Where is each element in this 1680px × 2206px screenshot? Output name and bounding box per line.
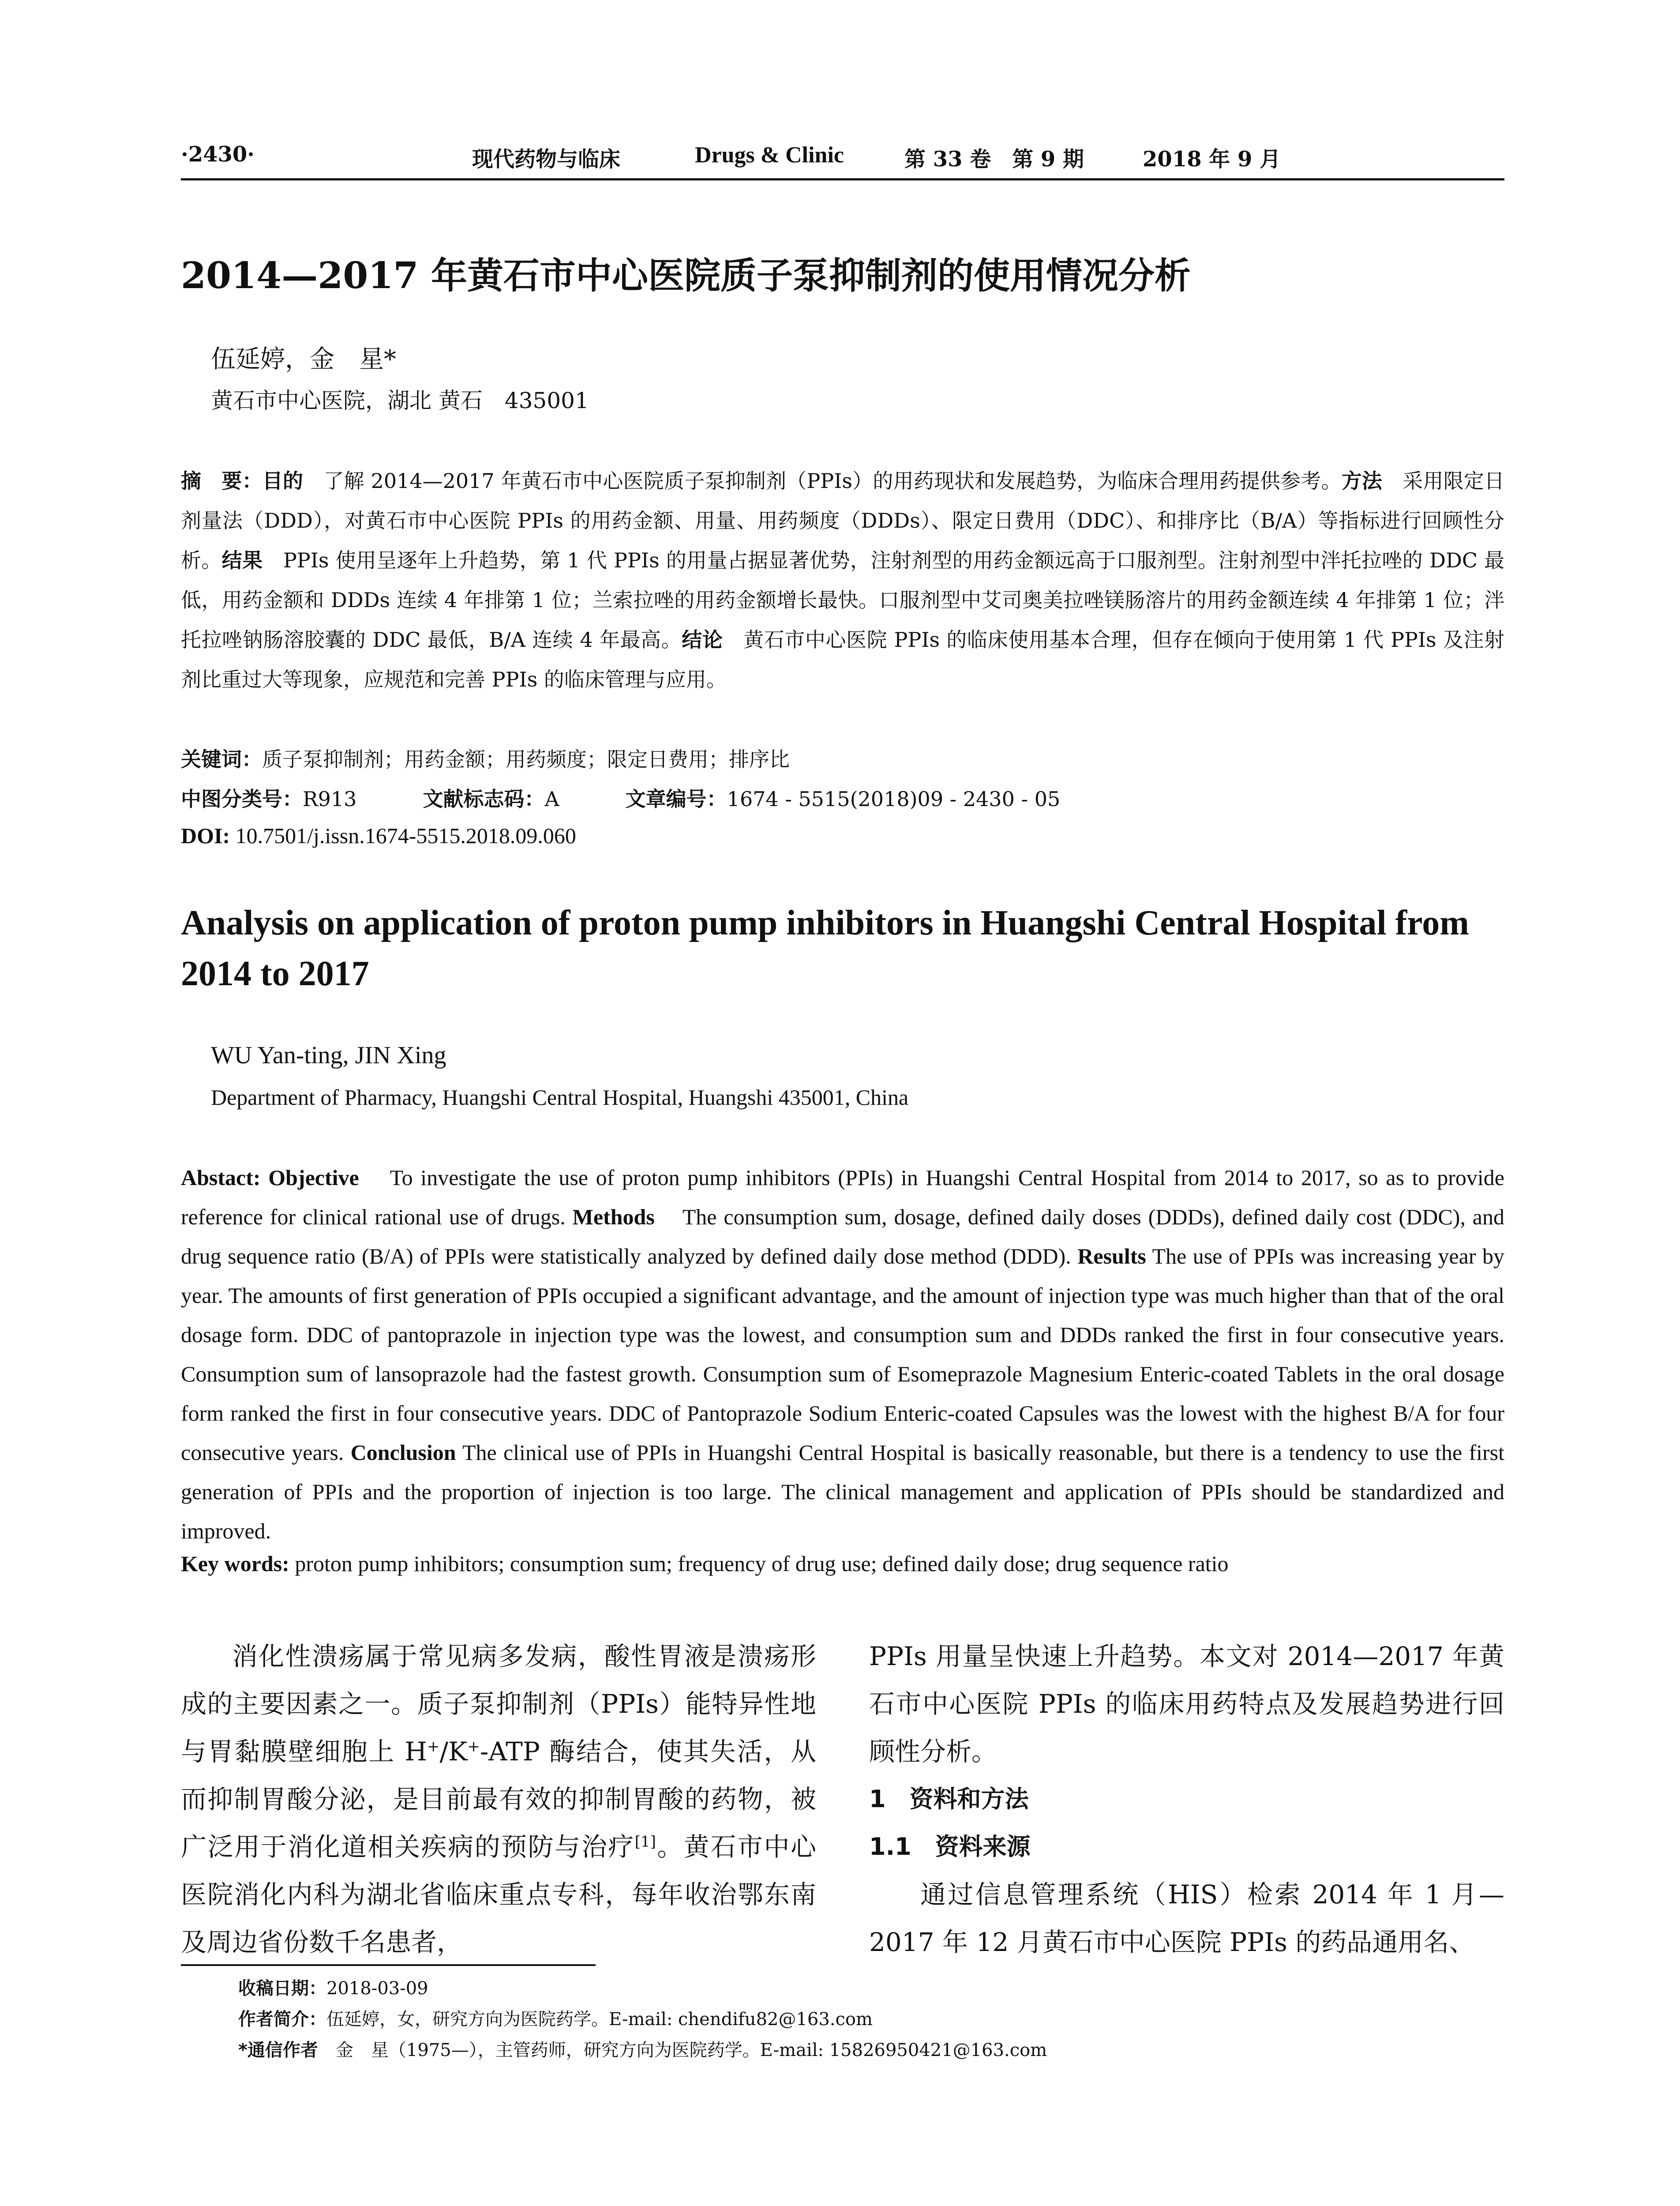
doi-value[interactable]: 10.7501/j.issn.1674-5515.2018.09.060 bbox=[235, 823, 576, 848]
body-column-left bbox=[181, 1632, 816, 1966]
body-column-right bbox=[869, 1632, 1504, 1966]
doi-line bbox=[181, 823, 576, 848]
running-header bbox=[181, 142, 1504, 173]
header-rule bbox=[181, 178, 1504, 180]
footnote-received: 收稿日期：2018-03-09 bbox=[238, 1978, 428, 1999]
clc-value: R913 bbox=[303, 787, 357, 811]
affiliation-en: Department of Pharmacy, Huangshi Central Hospital, Huangshi 435001, China bbox=[211, 1085, 909, 1110]
conclusion-en-text: The clinical use of PPIs in Huangshi Central Hospital is basically reasonable, but there is a tendency to use the first generation of PPIs and the proportion of injection is too large. The clinical management and application of PPIs should be standardized and improved. bbox=[181, 1440, 1505, 1543]
footnote-rule bbox=[181, 1964, 596, 1966]
methods-en-label: Methods bbox=[572, 1204, 655, 1229]
keywords-en bbox=[181, 1551, 1526, 1576]
objective-text: 了解 2014—2017 年黄石市中心医院质子泵抑制剂（PPIs）的用药现状和发展趋势，为临床合理用药提供参考。 bbox=[323, 469, 1342, 493]
reference-1[interactable]: [1] bbox=[634, 1833, 656, 1851]
article-no-label: 文章编号： bbox=[625, 787, 727, 811]
title-en: Analysis on application of proton pump inhibitors in Huangshi Central Hospital from 2014 to 2017 bbox=[181, 904, 1469, 993]
results-en-label: Results bbox=[1077, 1244, 1146, 1268]
keywords-text: 质子泵抑制剂；用药金额；用药频度；限定日费用；排序比 bbox=[262, 747, 790, 771]
conclusion-label: 结论 bbox=[682, 628, 723, 652]
doc-code-label: 文献标志码： bbox=[423, 787, 545, 811]
keywords-label: 关键词： bbox=[181, 747, 262, 771]
volume-issue: 第 33 卷 第 9 期 bbox=[904, 147, 1084, 172]
abstract-en bbox=[181, 1158, 1504, 1551]
methods-text: 采用限定日剂量法（DDD），对黄石市中心医院 PPIs 的用药金额、用量、用药频度（DDDs）、限定日费用（DDC）、和排序比（B/A）等指标进行回顾性分析。 bbox=[181, 469, 1505, 572]
conclusion-en-label: Conclusion bbox=[350, 1440, 456, 1465]
clc-label: 中图分类号： bbox=[181, 787, 303, 811]
affiliation-cn: 黄石市中心医院，湖北 黄石 435001 bbox=[211, 388, 589, 413]
objective-en-text: To investigate the use of proton pump inhibitors (PPIs) in Huangshi Central Hospital from 2014 to 2017, so as to provide reference for clinical rational use of drugs. bbox=[181, 1165, 1504, 1229]
conclusion-text: 黄石市中心医院 PPIs 的临床使用基本合理，但存在倾向于使用第 1 代 PPIs 及注射剂比重过大等现象，应规范和完善 PPIs 的临床管理与应用。 bbox=[181, 628, 1505, 691]
keywords-en-text: proton pump inhibitors; consumption sum; frequency of drug use; defined daily dose; drug sequence ratio bbox=[295, 1551, 1229, 1576]
results-text: PPIs 使用呈逐年上升趋势，第 1 代 PPIs 的用量占据显著优势，注射剂型的用药金额远高于口服剂型。注射剂型中泮托拉唑的 DDC 最低，用药金额和 DDDs 连续 4 年排第 1 位；兰索拉唑的用药金额增长最快。口服剂型中艾司奥美拉唑镁肠溶片的用药金额连续 4 年排第 1 位；泮托拉唑钠肠溶胶囊的 DDC 最低，B/A 连续 4 年最高。 bbox=[181, 548, 1505, 652]
doi-label: DOI: bbox=[181, 823, 230, 848]
journal-name-cn: 现代药物与临床 bbox=[472, 147, 621, 172]
title-cn: 2014—2017 年黄石市中心医院质子泵抑制剂的使用情况分析 bbox=[181, 255, 1191, 297]
abstract-label: 摘 要： bbox=[181, 469, 262, 493]
abstract-cn bbox=[181, 461, 1504, 699]
article-no-value: 1674 - 5515(2018)09 - 2430 - 05 bbox=[727, 787, 1061, 811]
doc-code-value: A bbox=[544, 787, 559, 811]
keywords-en-label: Key words: bbox=[181, 1551, 289, 1576]
section-1-heading: 1 资料和方法 bbox=[869, 1785, 1029, 1813]
methods-label: 方法 bbox=[1341, 469, 1383, 493]
methods-en-text: The consumption sum, dosage, defined daily doses (DDDs), defined daily cost (DDC), and drug sequence ratio (B/A) of PPIs were statistically analyzed by defined daily dose method (DDD). bbox=[181, 1204, 1504, 1268]
authors-en: WU Yan-ting, JIN Xing bbox=[211, 1042, 446, 1069]
objective-label: 目的 bbox=[262, 469, 304, 493]
results-en-text: The use of PPIs was increasing year by year. The amounts of first generation of PPIs occupied a significant advantage, and the amount of injection type was much higher than that of the oral dosage form. DDC of pantoprazole in injection type was the lowest, and consumption sum and DDDs ranked the first in four consecutive years. Consumption sum of lansoprazole had the fastest growth. Consumption sum of Esomeprazole Magnesium Enteric-coated Tablets in the oral dosage form ranked the first in four consecutive years. DDC of Pantoprazole Sodium Enteric-coated Capsules was the lowest with the highest B/A for four consecutive years. bbox=[181, 1244, 1505, 1465]
objective-en-label: Objective bbox=[268, 1165, 359, 1190]
keywords-cn bbox=[181, 743, 790, 773]
data-source-paragraph: 通过信息管理系统（HIS）检索 2014 年 1 月—2017 年 12 月黄石市中心医院 PPIs 的药品通用名、 bbox=[869, 1880, 1504, 1957]
results-label: 结果 bbox=[221, 548, 263, 572]
footnote-corresponding: *通信作者 金 星（1975—），主管药师，研究方向为医院药学。E-mail: 15826950421@163.com bbox=[238, 2040, 1047, 2060]
classification-line bbox=[181, 783, 1060, 812]
footnote-author-bio: 作者简介：伍延婷，女，研究方向为医院药学。E-mail: chendifu82@163.com bbox=[238, 2009, 873, 2030]
intro-paragraph: 消化性溃疡属于常见病多发病，酸性胃液是溃疡形成的主要因素之一。质子泵抑制剂（PPIs）能特异性地与胃黏膜壁细胞上 H+/K+-ATP 酶结合，使其失活，从而抑制胃酸分泌，是目前最有效的抑制胃酸的药物，被广泛用于消化道相关疾病的预防与治疗[1]。黄石市中心医院消化内科为湖北省临床重点专科，每年收治鄂东南及周边省份数千名患者， bbox=[181, 1641, 816, 1957]
issue-date: 2018 年 9 月 bbox=[1143, 147, 1281, 172]
page-number: ·2430· bbox=[181, 142, 255, 167]
journal-name-en: Drugs & Clinic bbox=[695, 143, 844, 168]
authors-cn: 伍延婷，金 星* bbox=[211, 345, 396, 374]
section-1-1-heading: 1.1 资料来源 bbox=[869, 1833, 1031, 1861]
intro-paragraph-cont: PPIs 用量呈快速上升趋势。本文对 2014—2017 年黄石市中心医院 PPIs 的临床用药特点及发展趋势进行回顾性分析。 bbox=[869, 1641, 1504, 1767]
abstract-en-label: Abstact: bbox=[181, 1165, 261, 1190]
